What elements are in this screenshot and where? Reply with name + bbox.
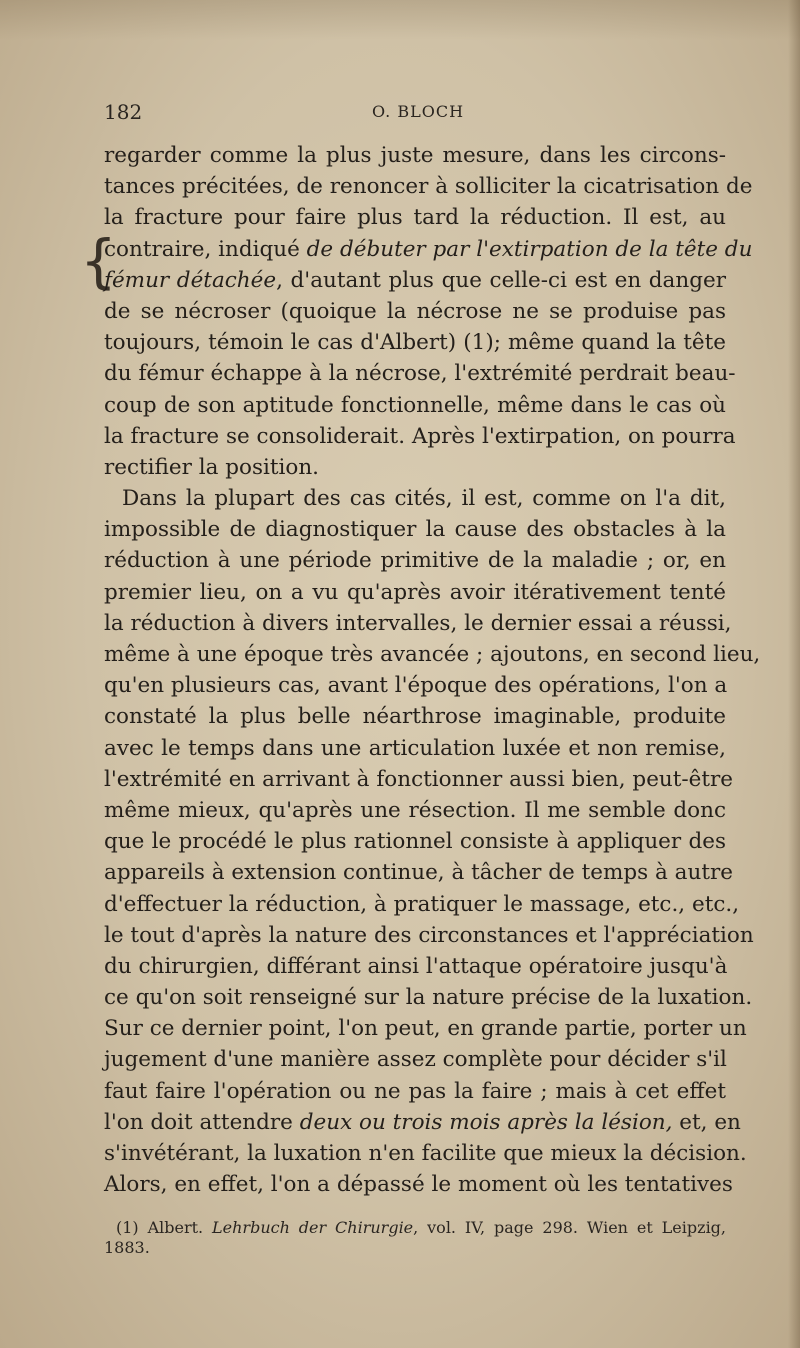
page-shadow-right xyxy=(788,0,800,1348)
text-line: tances précitées, de renoncer à solliciter la cicatrisation de xyxy=(104,174,753,200)
text-line: coup de son aptitude fonctionnelle, même dans le cas où xyxy=(104,392,726,418)
text-line: regarder comme la plus juste mesure, dans les circons- xyxy=(104,143,726,168)
text-run: (1) Albert. xyxy=(116,1218,213,1237)
page-number: 182 xyxy=(104,100,143,124)
text-line: même à une époque très avancée ; ajoutons, en second lieu, xyxy=(104,642,761,667)
text-line: de se nécroser (quoique la nécrose ne se produise pas xyxy=(104,298,726,324)
text-line: la fracture pour faire plus tard la réduction. Il est, au xyxy=(104,205,726,231)
text-line: Dans la plupart des cas cités, il est, comme on l'a dit, xyxy=(122,486,726,512)
text-line: faut faire l'opération ou ne pas la faire ; mais à cet effet xyxy=(104,1078,726,1104)
text-line xyxy=(104,234,753,265)
text-line: Alors, en effet, l'on a dépassé le moment où les tentatives xyxy=(104,1172,733,1198)
text-line: avec le temps dans une articulation luxée et non remise, xyxy=(104,735,726,761)
margin-bracket-mark: { xyxy=(80,227,117,295)
text-run: et, en xyxy=(672,1109,741,1135)
text-line: constaté la plus belle néarthrose imaginable, produite xyxy=(104,704,726,730)
page-shadow-top xyxy=(0,0,800,40)
text-line: ce qu'on soit renseigné sur la nature précise de la luxation. xyxy=(104,985,753,1011)
text-line xyxy=(104,1107,741,1138)
text-line: la fracture se consoliderait. Après l'extirpation, on pourra xyxy=(104,423,736,449)
italic-run: Lehrbuch der Chirurgie xyxy=(212,1218,414,1237)
text-line: rectifier la position. xyxy=(104,454,320,480)
text-run: l'on doit attendre xyxy=(104,1109,300,1135)
text-line: jugement d'une manière assez complète pour décider s'il xyxy=(104,1047,727,1073)
footnote-line xyxy=(104,1218,726,1238)
text-line: que le procédé le plus rationnel consiste à appliquer des xyxy=(104,829,726,855)
text-line: s'invétérant, la luxation n'en facilite que mieux la décision. xyxy=(104,1141,747,1166)
italic-run: fémur détachée xyxy=(104,267,277,293)
text-line: réduction à une période primitive de la maladie ; or, en xyxy=(104,548,726,574)
text-line: d'effectuer la réduction, à pratiquer le massage, etc., etc., xyxy=(104,891,740,917)
text-line: toujours, témoin le cas d'Albert) (1); même quand la tête xyxy=(104,330,726,356)
page-header xyxy=(104,100,724,126)
text-line: la réduction à divers intervalles, le dernier essai a réussi, xyxy=(104,610,732,636)
footnote-line: 1883. xyxy=(104,1238,150,1257)
text-line: qu'en plusieurs cas, avant l'époque des opérations, l'on a xyxy=(104,673,728,699)
text-run: , vol. IV, page 298. Wien et Leipzig, xyxy=(413,1218,727,1237)
italic-run: deux ou trois mois après la lésion, xyxy=(299,1109,673,1135)
text-line: du chirurgien, différant ainsi l'attaque opératoire jusqu'à xyxy=(104,953,728,979)
text-line: Sur ce dernier point, l'on peut, en grande partie, porter un xyxy=(104,1016,747,1042)
text-run: contraire, indiqué xyxy=(104,236,307,262)
text-line: premier lieu, on a vu qu'après avoir itérativement tenté xyxy=(104,579,726,605)
italic-run: de débuter par l'extirpation de la tête du xyxy=(306,236,753,262)
running-head: O. BLOCH xyxy=(372,102,465,121)
body-text xyxy=(104,140,761,1200)
text-line: du fémur échappe à la nécrose, l'extrémité perdrait beau- xyxy=(104,361,736,387)
text-line: l'extrémité en arrivant à fonctionner aussi bien, peut-être xyxy=(104,766,734,792)
text-line xyxy=(104,265,726,296)
text-run: , d'autant plus que celle-ci est en danger xyxy=(276,267,726,293)
text-line: impossible de diagnostiquer la cause des obstacles à la xyxy=(104,517,726,543)
text-line: appareils à extension continue, à tâcher de temps à autre xyxy=(104,860,733,886)
text-line: même mieux, qu'après une résection. Il me semble donc xyxy=(104,797,726,823)
text-line: le tout d'après la nature des circonstances et l'appréciation xyxy=(104,922,754,948)
footnote xyxy=(104,1218,726,1258)
